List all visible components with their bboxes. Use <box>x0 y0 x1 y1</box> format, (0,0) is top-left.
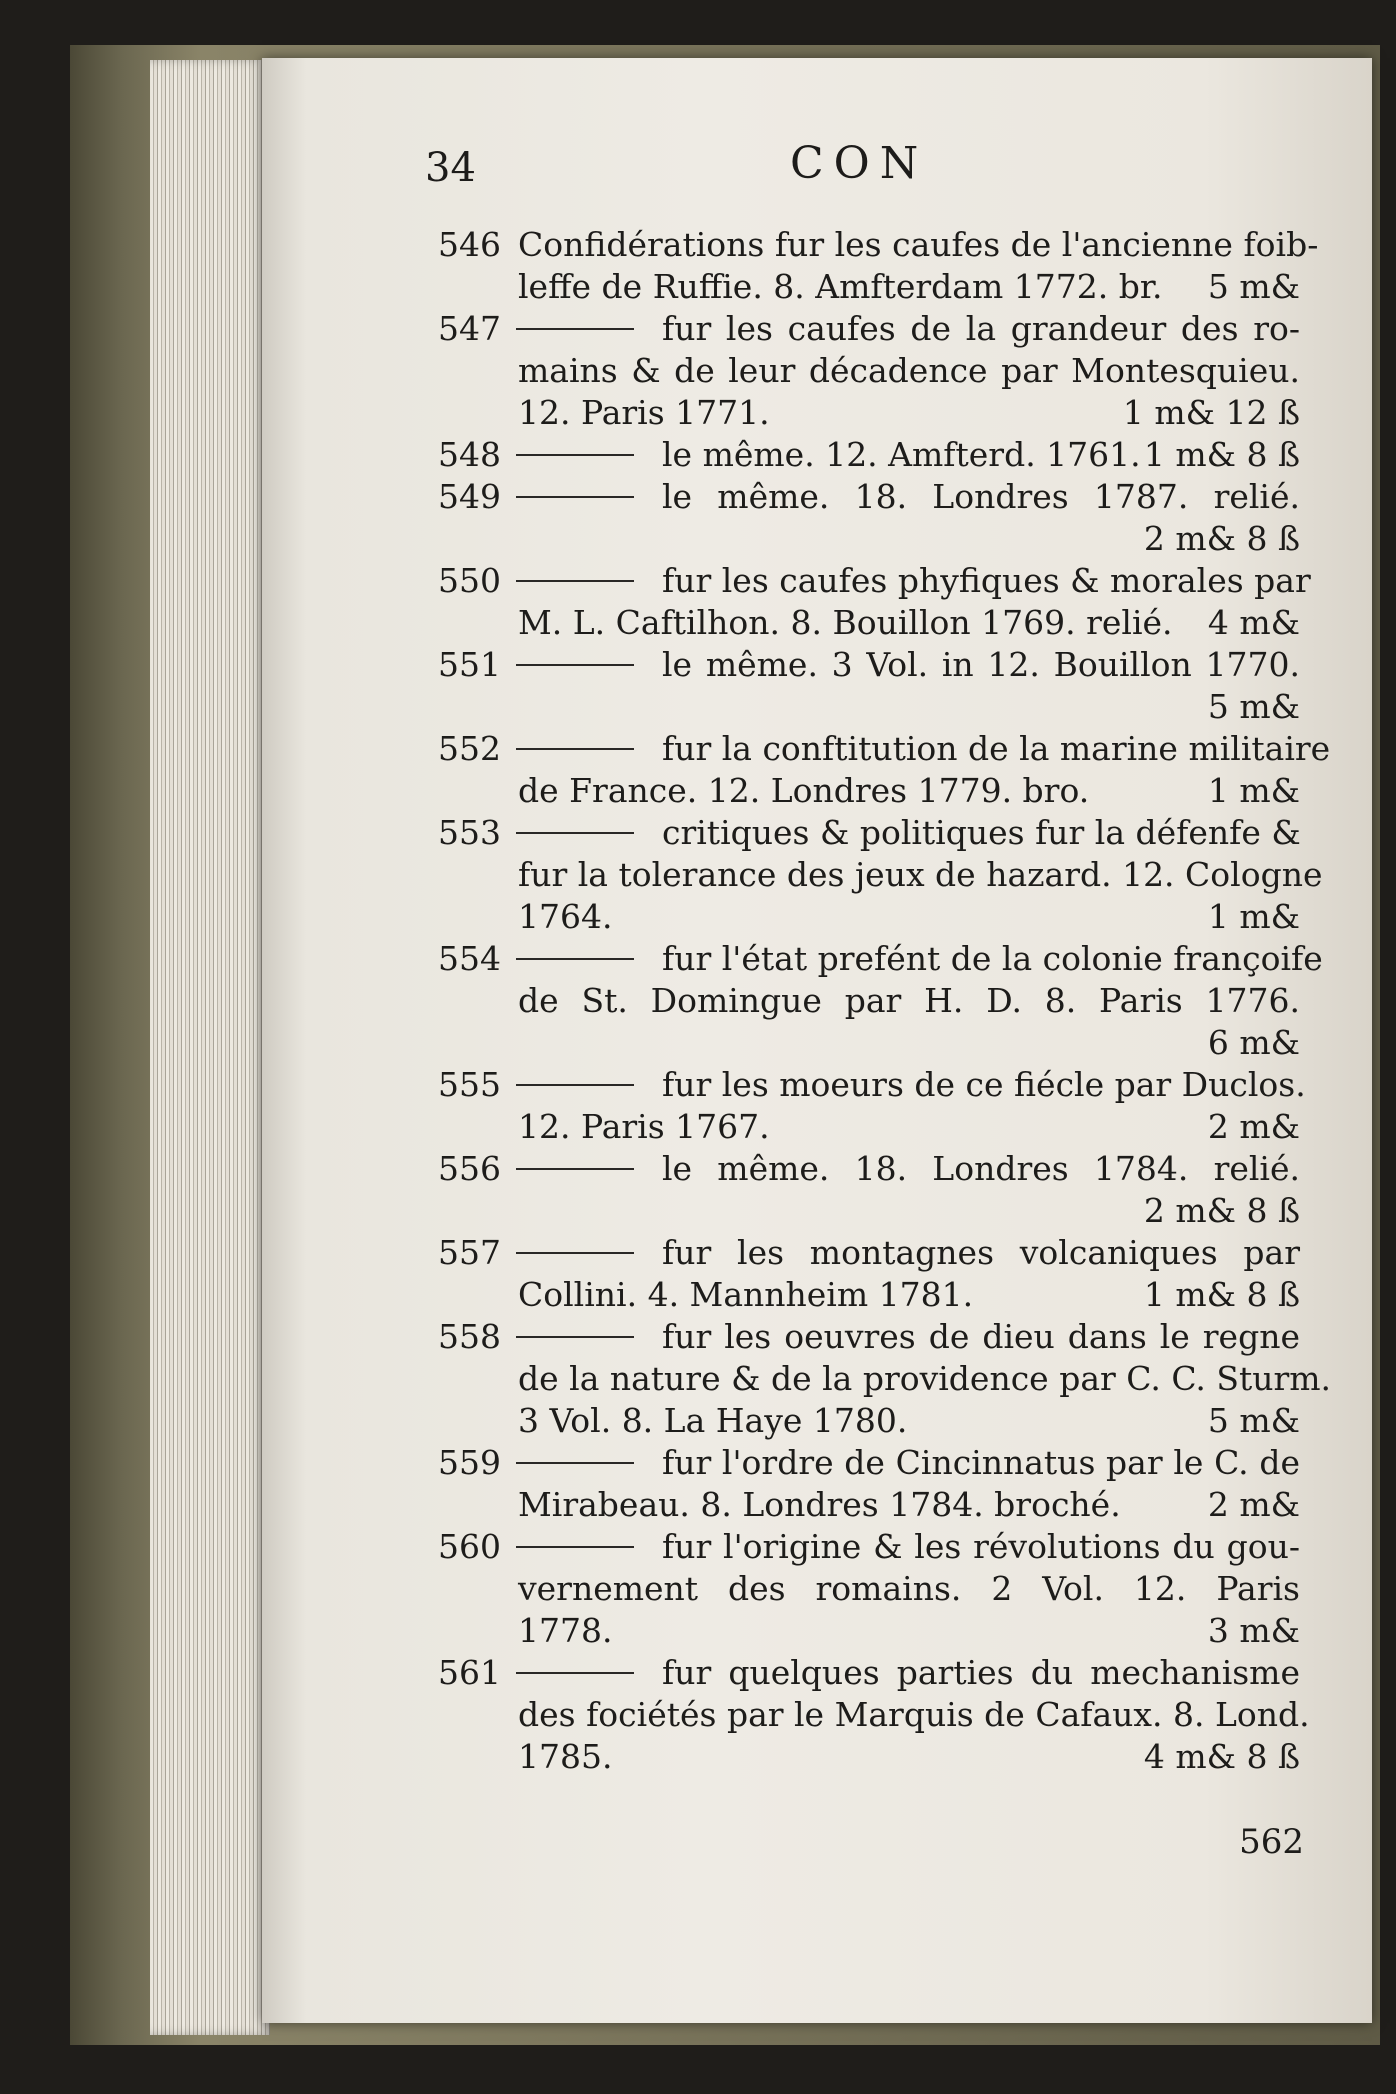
ditto-dash <box>516 1168 634 1170</box>
entry-line: fur la tolerance des jeux de hazard. 12. Cologne <box>518 855 1323 894</box>
entry-price: 5 m& <box>1207 267 1300 306</box>
entry-number: 561 <box>438 1653 501 1692</box>
entry-line: 12. Paris 1767. <box>518 1107 770 1146</box>
entry-line: de France. 12. Londres 1779. bro. <box>518 771 1090 810</box>
entry-number: 549 <box>438 477 501 516</box>
entry-line: 3 Vol. 8. La Haye 1780. <box>518 1401 908 1440</box>
entry-price: 1 m& 12 ß <box>1122 393 1300 432</box>
entry-price: 1 m& 8 ß <box>1143 435 1300 474</box>
entry-number: 553 <box>438 813 501 852</box>
ditto-dash <box>516 1336 634 1338</box>
entry-price: 5 m& <box>1207 687 1300 726</box>
entry-price: 3 m& <box>1207 1611 1300 1650</box>
entry-price: 5 m& <box>1207 1401 1300 1440</box>
ditto-dash <box>516 1672 634 1674</box>
entry-line: le même. 12. Amfterd. 1761. <box>662 435 1141 474</box>
ditto-dash <box>516 454 634 456</box>
entry-line: de la nature & de la providence par C. C. Sturm. <box>518 1359 1332 1398</box>
entry-line: critiques & politiques fur la défenfe & <box>662 813 1301 852</box>
ditto-dash <box>516 832 634 834</box>
catchword: 562 <box>1239 1822 1304 1862</box>
page-edges <box>150 60 270 2035</box>
ditto-dash <box>516 1084 634 1086</box>
entry-line: vernement des romains. 2 Vol. 12. Paris <box>518 1569 1300 1608</box>
entry-number: 546 <box>438 225 501 264</box>
entry-number: 557 <box>438 1233 501 1272</box>
entry-number: 551 <box>438 645 501 684</box>
entry-line: leffe de Ruffie. 8. Amfterdam 1772. br. <box>518 267 1163 306</box>
entry-number: 559 <box>438 1443 501 1482</box>
ditto-dash <box>516 664 634 666</box>
entry-number: 548 <box>438 435 501 474</box>
entry-price: 1 m& 8 ß <box>1143 1275 1300 1314</box>
entry-line: fur quelques parties du mechanisme <box>662 1653 1300 1692</box>
entry-number: 560 <box>438 1527 501 1566</box>
ditto-dash <box>516 748 634 750</box>
entry-line: 1764. <box>518 897 613 936</box>
ditto-dash <box>516 958 634 960</box>
page-title: CON <box>790 138 929 189</box>
entry-line: Mirabeau. 8. Londres 1784. broché. <box>518 1485 1121 1524</box>
entry-line: 1778. <box>518 1611 613 1650</box>
entry-price: 1 m& <box>1207 897 1300 936</box>
entry-line: le même. 3 Vol. in 12. Bouillon 1770. <box>662 645 1300 684</box>
ditto-dash <box>516 580 634 582</box>
ditto-dash <box>516 1252 634 1254</box>
entry-line: M. L. Caftilhon. 8. Bouillon 1769. relié. <box>518 603 1173 642</box>
entry-price: 2 m& <box>1207 1485 1300 1524</box>
ditto-dash <box>516 496 634 498</box>
entry-line: de St. Domingue par H. D. 8. Paris 1776. <box>518 981 1300 1020</box>
entry-line: fur les caufes phyfiques & morales par <box>662 561 1311 600</box>
entry-line: 12. Paris 1771. <box>518 393 770 432</box>
ditto-dash <box>516 1546 634 1548</box>
entry-number: 547 <box>438 309 501 348</box>
entry-line: fur les caufes de la grandeur des ro- <box>662 309 1300 348</box>
entry-price: 4 m& <box>1207 603 1300 642</box>
entry-line: le même. 18. Londres 1784. relié. <box>662 1149 1300 1188</box>
entry-line: fur les montagnes volcaniques par <box>662 1233 1300 1272</box>
entry-line: des fociétés par le Marquis de Cafaux. 8. Lond. <box>518 1695 1310 1734</box>
entry-number: 556 <box>438 1149 501 1188</box>
entry-line: fur l'origine & les révolutions du gou- <box>662 1527 1300 1566</box>
entry-line: Confidérations fur les caufes de l'ancienne foib- <box>518 225 1319 264</box>
entry-price: 6 m& <box>1207 1023 1300 1062</box>
entry-number: 554 <box>438 939 501 978</box>
entry-line: 1785. <box>518 1737 613 1776</box>
entry-line: fur la conftitution de la marine militaire <box>662 729 1331 768</box>
entry-number: 550 <box>438 561 501 600</box>
ditto-dash <box>516 1462 634 1464</box>
entry-price: 2 m& 8 ß <box>1143 1191 1300 1230</box>
page-number: 34 <box>425 145 476 191</box>
entry-line: le même. 18. Londres 1787. relié. <box>662 477 1300 516</box>
entry-price: 2 m& 8 ß <box>1143 519 1300 558</box>
entry-number: 552 <box>438 729 501 768</box>
entry-line: mains & de leur décadence par Montesquieu. <box>518 351 1300 390</box>
entry-line: fur les moeurs de ce fiécle par Duclos. <box>662 1065 1306 1104</box>
entry-price: 1 m& <box>1207 771 1300 810</box>
entry-line: Collini. 4. Mannheim 1781. <box>518 1275 974 1314</box>
entry-price: 2 m& <box>1207 1107 1300 1146</box>
entry-line: fur les oeuvres de dieu dans le regne <box>662 1317 1300 1356</box>
ditto-dash <box>516 328 634 330</box>
entry-price: 4 m& 8 ß <box>1143 1737 1300 1776</box>
entry-line: fur l'état prefént de la colonie françoife <box>662 939 1323 978</box>
entry-number: 555 <box>438 1065 501 1104</box>
entry-number: 558 <box>438 1317 501 1356</box>
entry-line: fur l'ordre de Cincinnatus par le C. de <box>662 1443 1300 1482</box>
